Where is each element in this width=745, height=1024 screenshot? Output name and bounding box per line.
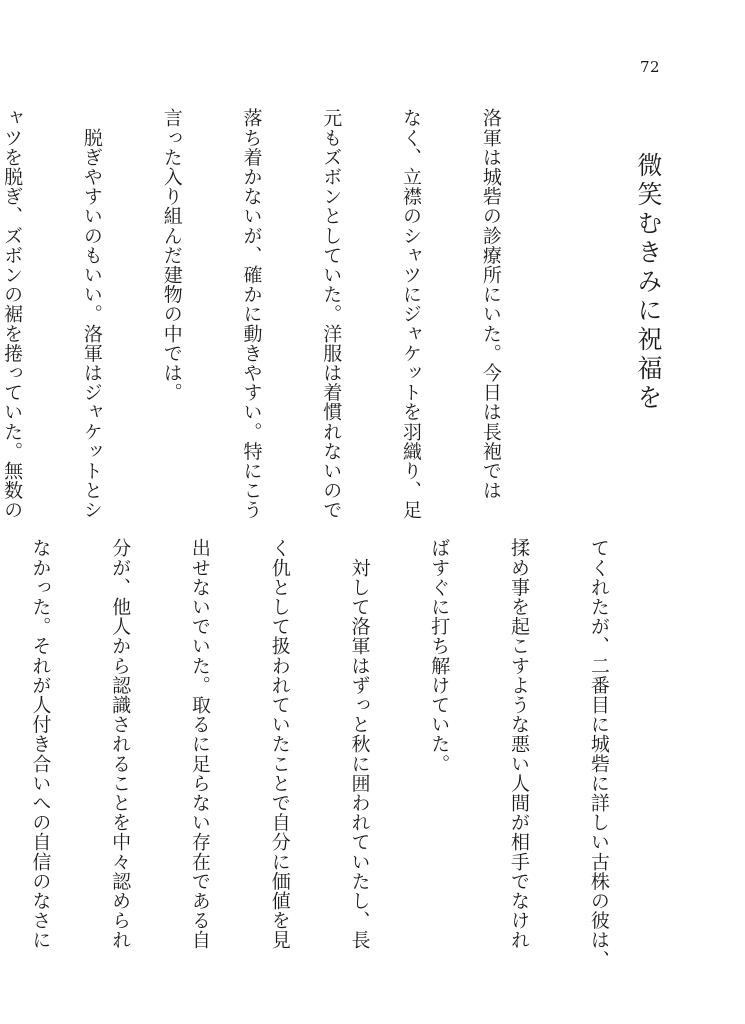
text-line: 落ち着かないが、確かに動きやすい。特にこう [240,108,263,520]
text-line: 分が、他人から認識されることを中々認められ [109,538,132,950]
text-line: 脱ぎやすいのもいい。洛軍はジャケットとシ [80,108,103,520]
text-line: 対して洛軍はずっと秋に囲われていたし、長 [348,538,371,950]
text-line: ャツを脱ぎ、ズボンの裾を捲っていた。無数の [1,108,24,520]
text-line: なく、立襟のシャツにジャケットを羽織り、足 [400,108,423,520]
text-line: なかった。それが人付き合いへの自信のなさに [29,538,52,950]
text-line: 洛軍は城砦の診療所にいた。今日は長袍では [479,108,502,500]
text-line: ばすぐに打ち解けていた。 [428,538,451,774]
text-line: 揉め事を起こすような悪い人間が相手でなけれ [508,538,531,950]
text-line: 元もズボンとしていた。洋服は着慣れないので [320,108,343,520]
body-text-bottom [0,538,665,970]
body-text-top [0,108,557,520]
text-line: てくれたが、二番目に城砦に詳しい古株の彼は、 [587,538,610,970]
text-line: く仇として扱われていたことで自分に価値を見 [268,538,291,950]
page-number: 72 [640,58,661,76]
text-line: 出せないでいた。取るに足らない存在である自 [188,538,211,950]
chapter-title: 微笑むきみに祝福を [634,152,663,413]
text-line: 言った入り組んだ建物の中では。 [160,108,183,402]
